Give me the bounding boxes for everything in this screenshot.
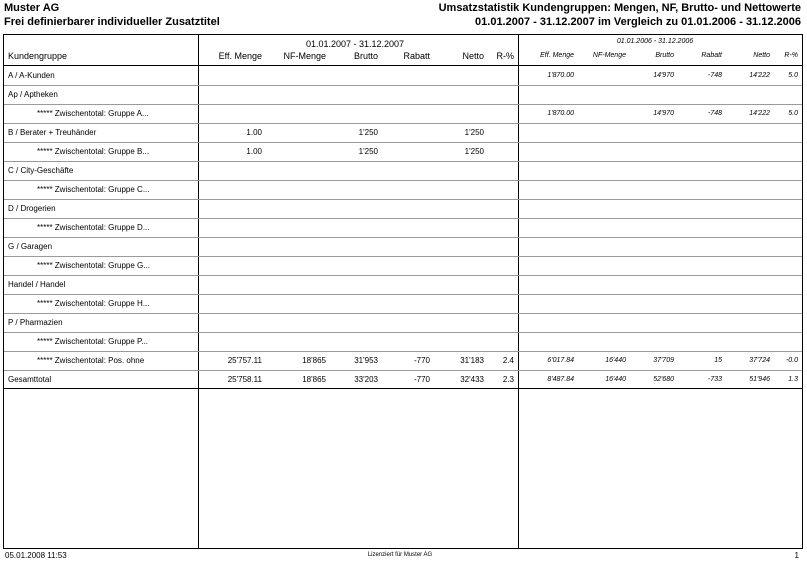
cell-previous-brutto: 14'970 <box>653 72 674 79</box>
column-header-eff-menge: Eff. Menge <box>218 51 262 61</box>
cell-previous-netto: 37'724 <box>749 357 770 364</box>
row-label: ***** Zwischentotal: Pos. ohne <box>37 356 145 365</box>
cell-previous-eff-menge: 6'017.84 <box>547 357 574 364</box>
header-bottom-rule <box>3 65 803 66</box>
cell-current-r-pct: 2.4 <box>502 356 514 365</box>
current-period-header: 01.01.2007 - 31.12.2007 <box>305 39 405 49</box>
row-label: ***** Zwischentotal: Gruppe D... <box>37 223 150 232</box>
cell-current-eff-menge: 25'758.11 <box>227 375 262 384</box>
report-subtitle: Frei definierbarer individueller Zusatztitel <box>4 16 220 28</box>
row-label: Gesamttotal <box>8 375 52 384</box>
row-separator <box>4 199 802 200</box>
row-label: D / Drogerien <box>8 204 56 213</box>
cell-previous-r-pct: 1.3 <box>788 376 798 383</box>
column-divider-group <box>198 34 199 549</box>
cell-previous-r-pct: 5.0 <box>788 72 798 79</box>
total-bottom-rule <box>3 388 803 389</box>
period-line: 01.01.2007 - 31.12.2007 im Vergleich zu 01.01.2006 - 31.12.2006 <box>475 16 801 28</box>
cell-previous-rabatt: -733 <box>707 376 722 383</box>
cell-current-r-pct: 2.3 <box>502 375 514 384</box>
report-title: Umsatzstatistik Kundengruppen: Mengen, NF, Brutto- und Nettowerte <box>438 2 801 14</box>
cell-current-nf-menge: 18'865 <box>302 375 326 384</box>
print-datetime: 05.01.2008 11:53 <box>5 551 67 560</box>
cell-previous-brutto: 37'709 <box>653 357 674 364</box>
prev-header-nf-menge: NF-Menge <box>592 52 626 59</box>
cell-previous-netto: 51'946 <box>749 376 770 383</box>
row-label: ***** Zwischentotal: Gruppe A... <box>37 109 149 118</box>
cell-current-netto: 1'250 <box>464 147 484 156</box>
row-label: A / A-Kunden <box>8 71 55 80</box>
cell-previous-netto: 14'222 <box>749 72 770 79</box>
column-header-r-pct: R-% <box>496 51 514 61</box>
company-name: Muster AG <box>4 2 60 14</box>
cell-current-nf-menge: 18'865 <box>302 356 326 365</box>
cell-previous-brutto: 52'680 <box>653 376 674 383</box>
cell-current-netto: 1'250 <box>464 128 484 137</box>
row-separator <box>4 313 802 314</box>
cell-current-brutto: 1'250 <box>358 128 378 137</box>
cell-current-brutto: 33'203 <box>354 375 378 384</box>
cell-current-rabatt: -770 <box>413 375 430 384</box>
row-separator <box>4 294 802 295</box>
row-label: ***** Zwischentotal: Gruppe G... <box>37 261 150 270</box>
row-label: G / Garagen <box>8 242 53 251</box>
cell-current-eff-menge: 1.00 <box>246 147 262 156</box>
row-label: C / City-Geschäfte <box>8 166 74 175</box>
row-separator <box>4 332 802 333</box>
prev-header-brutto: Brutto <box>655 52 674 59</box>
prev-header-r-pct: R-% <box>784 52 798 59</box>
cell-previous-rabatt: -748 <box>707 110 722 117</box>
cell-previous-nf-menge: 16'440 <box>605 357 626 364</box>
prev-header-rabatt: Rabatt <box>701 52 722 59</box>
row-label: ***** Zwischentotal: Gruppe P... <box>37 337 149 346</box>
previous-period-header: 01.01.2006 - 31.12.2006 <box>616 38 694 45</box>
cell-current-brutto: 1'250 <box>358 147 378 156</box>
row-separator <box>4 85 802 86</box>
row-separator <box>4 161 802 162</box>
cell-previous-r-pct: -0.0 <box>785 357 798 364</box>
row-separator <box>4 275 802 276</box>
row-label: ***** Zwischentotal: Gruppe C... <box>37 185 150 194</box>
row-separator <box>4 104 802 105</box>
cell-current-brutto: 31'953 <box>354 356 378 365</box>
cell-current-eff-menge: 1.00 <box>246 128 262 137</box>
row-separator <box>4 370 802 371</box>
cell-current-eff-menge: 25'757.11 <box>227 356 262 365</box>
cell-previous-eff-menge: 8'487.84 <box>547 376 574 383</box>
row-separator <box>4 218 802 219</box>
prev-header-eff-menge: Eff. Menge <box>540 52 574 59</box>
cell-previous-rabatt: 15 <box>714 357 722 364</box>
cell-previous-netto: 14'222 <box>749 110 770 117</box>
row-separator <box>4 180 802 181</box>
row-label: ***** Zwischentotal: Gruppe B... <box>37 147 150 156</box>
cell-previous-nf-menge: 16'440 <box>605 376 626 383</box>
row-label: B / Berater + Treuhänder <box>8 128 97 137</box>
cell-current-netto: 32'433 <box>460 375 484 384</box>
row-separator <box>4 142 802 143</box>
column-header-netto: Netto <box>462 51 484 61</box>
cell-current-netto: 31'183 <box>460 356 484 365</box>
cell-previous-eff-menge: 1'870.00 <box>547 110 574 117</box>
row-label: ***** Zwischentotal: Gruppe H... <box>37 299 150 308</box>
column-header-rabatt: Rabatt <box>403 51 430 61</box>
column-header-nf-menge: NF-Menge <box>283 51 326 61</box>
column-header-group: Kundengruppe <box>8 51 68 61</box>
row-separator <box>4 237 802 238</box>
cell-previous-rabatt: -748 <box>707 72 722 79</box>
row-separator <box>4 123 802 124</box>
row-label: P / Pharmazien <box>8 318 63 327</box>
cell-previous-brutto: 14'970 <box>653 110 674 117</box>
row-separator <box>4 351 802 352</box>
license-note: Lizenziert für Muster AG <box>367 552 433 558</box>
column-header-brutto: Brutto <box>353 51 378 61</box>
prev-header-netto: Netto <box>753 52 770 59</box>
row-label: Ap / Aptheken <box>8 90 58 99</box>
cell-previous-eff-menge: 1'870.00 <box>547 72 574 79</box>
row-label: Handel / Handel <box>8 280 66 289</box>
row-separator <box>4 256 802 257</box>
cell-previous-r-pct: 5.0 <box>788 110 798 117</box>
column-divider-period <box>518 34 519 549</box>
cell-current-rabatt: -770 <box>413 356 430 365</box>
page-number: 1 <box>794 551 799 560</box>
